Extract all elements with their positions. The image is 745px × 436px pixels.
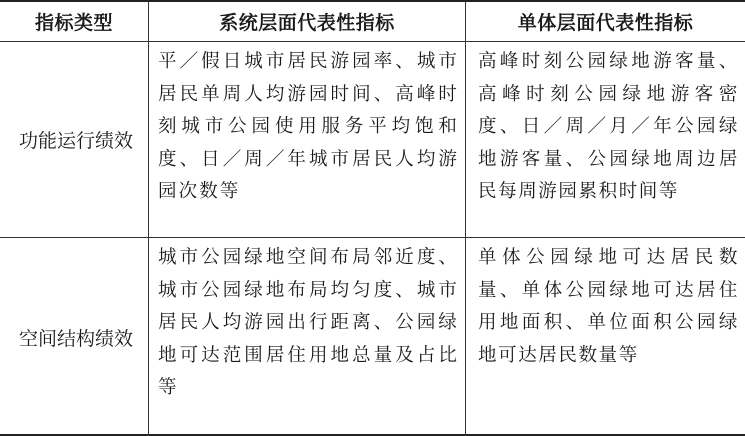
row-type-label: 空间结构绩效 (18, 327, 133, 350)
system-level-indicators: 平／假日城市居民游园率、城市居民单周人均游园时间、高峰时刻城市公园使用服务平均饱和度、日／周／年城市居民人均游园次数等 (148, 42, 465, 237)
header-system-level: 系统层面代表性指标 (148, 2, 465, 41)
header-indicator-type: 指标类型 (34, 12, 113, 34)
single-level-indicators: 高峰时刻公园绿地游客量、高峰时刻公园绿地游客密度、日／周／月／年公园绿地游客量、公园绿地周边居民每周游园累积时间等 (465, 42, 745, 237)
row-type-label: 功能运行绩效 (18, 130, 133, 152)
table-row-spatial (0, 238, 745, 436)
table-row-functional (0, 42, 745, 238)
single-level-indicators: 单体公园绿地可达居民数量、单体公园绿地可达居住用地面积、单位面积公园绿地可达居民数量等 (465, 238, 745, 436)
system-level-indicators: 城市公园绿地空间布局邻近度、城市公园绿地布局均匀度、城市居民人均游园出行距离、公园绿地可达范围居住用地总量及占比等 (148, 238, 465, 436)
header-single-level: 单体层面代表性指标 (465, 2, 745, 41)
table-header-row (0, 2, 745, 42)
